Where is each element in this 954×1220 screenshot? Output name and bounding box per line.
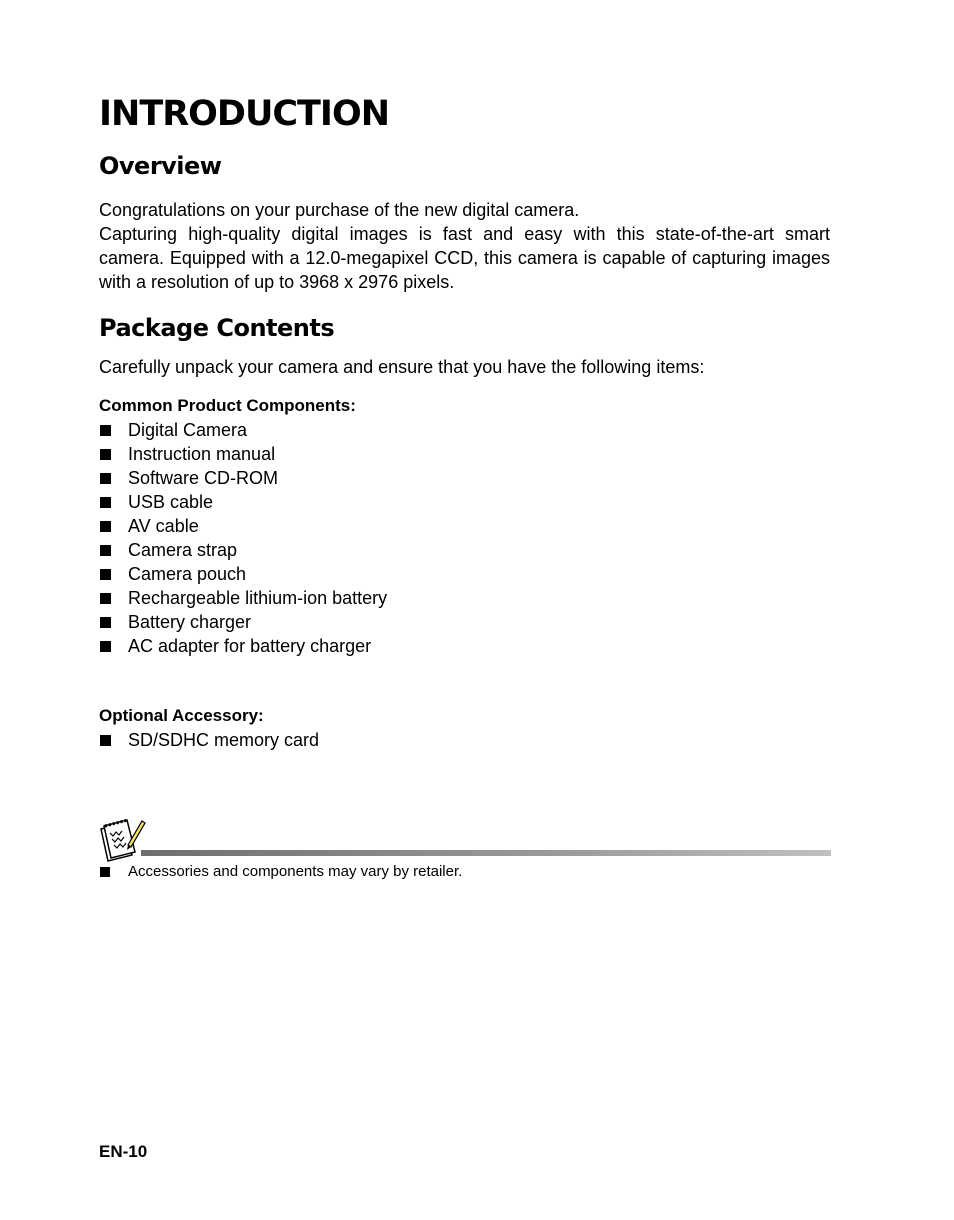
- list-item: Rechargeable lithium-ion battery: [99, 586, 387, 610]
- list-item: USB cable: [99, 490, 387, 514]
- square-bullet-icon: [100, 473, 111, 484]
- square-bullet-icon: [100, 593, 111, 604]
- list-item: Battery charger: [99, 610, 387, 634]
- square-bullet-icon: [100, 545, 111, 556]
- square-bullet-icon: [100, 449, 111, 460]
- list-item: AC adapter for battery charger: [99, 634, 387, 658]
- square-bullet-icon: [100, 521, 111, 532]
- optional-accessory-label: Optional Accessory:: [99, 706, 264, 725]
- square-bullet-icon: [100, 867, 110, 877]
- square-bullet-icon: [100, 617, 111, 628]
- package-contents-heading: Package Contents: [99, 314, 335, 342]
- overview-heading: Overview: [99, 152, 222, 180]
- overview-intro: Congratulations on your purchase of the new digital camera.: [99, 200, 580, 220]
- list-item: SD/SDHC memory card: [99, 728, 319, 752]
- list-item: Software CD-ROM: [99, 466, 387, 490]
- square-bullet-icon: [100, 641, 111, 652]
- note-list: [99, 861, 462, 883]
- list-item: AV cable: [99, 514, 387, 538]
- list-item: Camera pouch: [99, 562, 387, 586]
- overview-description: Capturing high-quality digital images is fast and easy with this state-of-the-art smart camera. Equipped with a 12.0-megapixel CCD, this camera is capable of capturing images with a resolution of up to 3968 x 2976 pixels.: [99, 224, 830, 292]
- page-title: INTRODUCTION: [99, 94, 389, 134]
- square-bullet-icon: [100, 425, 111, 436]
- square-bullet-icon: [100, 497, 111, 508]
- square-bullet-icon: [100, 735, 111, 746]
- common-components-label: Common Product Components:: [99, 396, 356, 415]
- list-item: Accessories and components may vary by retailer.: [99, 861, 462, 883]
- package-intro: Carefully unpack your camera and ensure that you have the following items:: [99, 357, 705, 377]
- square-bullet-icon: [100, 569, 111, 580]
- list-item: Digital Camera: [99, 418, 387, 442]
- common-components-list: [99, 418, 387, 658]
- list-item: Instruction manual: [99, 442, 387, 466]
- notepad-pencil-icon: [98, 817, 146, 863]
- list-item: Camera strap: [99, 538, 387, 562]
- note-divider: [141, 850, 831, 856]
- optional-accessory-list: [99, 728, 319, 752]
- page-number: EN-10: [99, 1142, 148, 1161]
